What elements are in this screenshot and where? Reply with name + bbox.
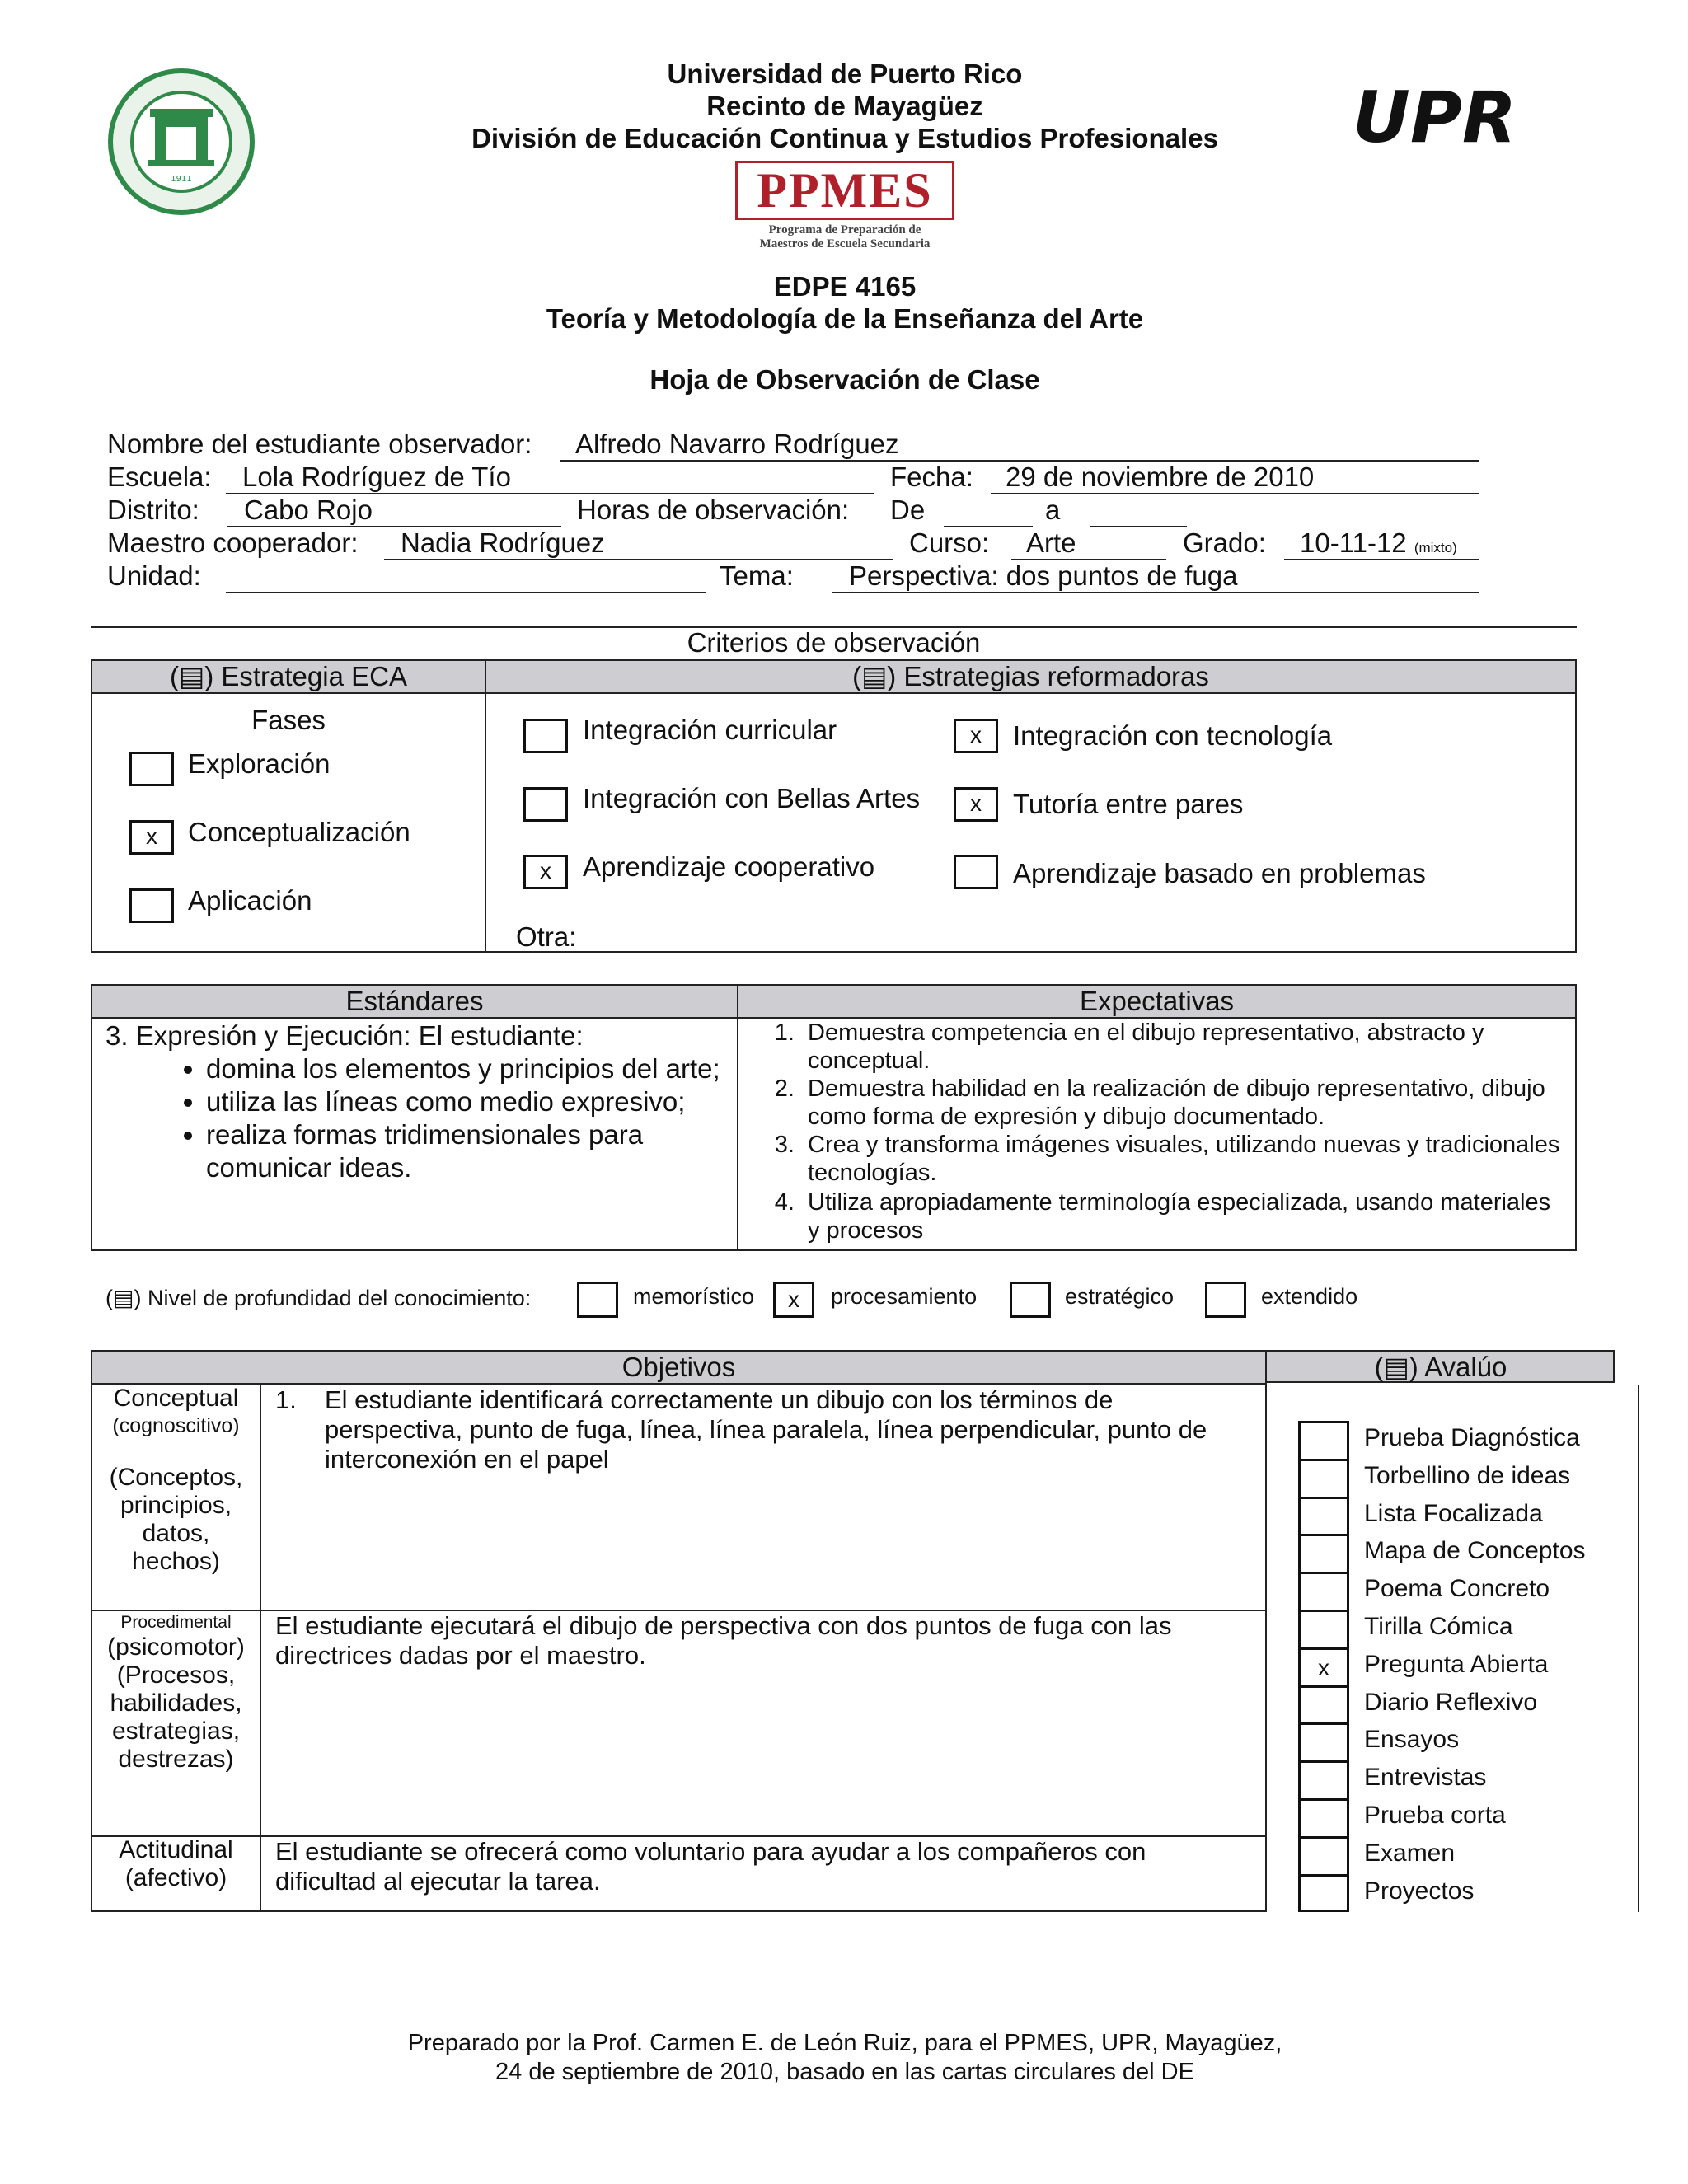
form-title: Hoja de Observación de Clase (649, 364, 1040, 395)
assessment-label: Mapa de Conceptos (1364, 1537, 1586, 1564)
phase-label-exploracion: Exploración (188, 748, 331, 779)
assessment-checkbox[interactable] (1298, 1685, 1349, 1723)
phase-checkbox-conceptualizacion[interactable]: x (129, 820, 174, 855)
reform-label-tecnologia: Integración con tecnología (1013, 720, 1333, 751)
date-label: Fecha: (890, 462, 973, 492)
grade-value[interactable] (1300, 527, 1457, 559)
footer (165, 2029, 1525, 2087)
assessment-label: Examen (1364, 1840, 1456, 1867)
assessment-label: Entrevistas (1364, 1764, 1487, 1791)
assessment-label: Tirilla Cómica (1364, 1613, 1513, 1640)
university-header (330, 58, 1360, 154)
hours-to-field[interactable] (1090, 526, 1187, 527)
grade-label: Grado: (1183, 527, 1266, 558)
attitudinal-label-block (92, 1836, 260, 1892)
phase-label-aplicacion: Aplicación (188, 885, 312, 916)
phase-checkbox-aplicacion[interactable] (129, 888, 174, 923)
observer-value[interactable]: Alfredo Navarro Rodríguez (575, 429, 899, 459)
ppmes-subtitle-1: Programa de Preparación de (768, 223, 921, 237)
assessment-checkbox[interactable] (1298, 1421, 1349, 1459)
assessment-checkbox[interactable] (1298, 1836, 1349, 1874)
assessment-header: (▤) Avalúo (1374, 1352, 1507, 1382)
teacher-label: Maestro cooperador: (107, 527, 359, 558)
seal-logo (107, 68, 256, 216)
unit-field[interactable] (226, 592, 706, 593)
conceptual-sub: (cognoscitivo) (112, 1414, 240, 1437)
svg-text:1911: 1911 (171, 175, 192, 184)
header-line-2: Recinto de Mayagüez (706, 91, 983, 121)
phase-checkbox-exploracion[interactable] (129, 752, 174, 786)
assessment-label: Poema Concreto (1364, 1575, 1550, 1602)
reform-checkbox-bellas-artes[interactable] (523, 787, 568, 822)
assessment-label: Pregunta Abierta (1364, 1651, 1549, 1678)
other-label: Otra: (516, 921, 577, 952)
criteria-title: Criterios de observación (687, 627, 981, 658)
conceptual-num: 1. (275, 1385, 297, 1414)
reform-checkbox-integracion-curricular[interactable] (523, 719, 568, 753)
hours-to-label: a (1045, 494, 1061, 525)
standard-item: • realiza formas tridimensionales para comunicar ideas. (206, 1118, 732, 1184)
assessment-checkbox[interactable] (1298, 1610, 1349, 1647)
assessment-label: Prueba corta (1364, 1802, 1506, 1829)
phases-label: Fases (251, 705, 326, 735)
ppmes-subtitle-2: Maestros de Escuela Secundaria (759, 237, 931, 251)
grade-value-text: 10-11-12 (1300, 527, 1407, 558)
assessment-label: Torbellino de ideas (1364, 1462, 1571, 1489)
assessment-label: Proyectos (1364, 1877, 1475, 1905)
footer-line-2: 24 de septiembre de 2010, basado en las cartas circulares del DE (495, 2059, 1194, 2085)
date-value[interactable]: 29 de noviembre de 2010 (1006, 462, 1315, 492)
assessment-checkbox[interactable] (1298, 1760, 1349, 1798)
assessment-checkbox[interactable] (1298, 1497, 1349, 1535)
upr-logo-text: UPR (1353, 77, 1517, 159)
reform-checkbox-tutoria[interactable]: x (954, 787, 998, 822)
hours-from-label: De (890, 494, 926, 525)
course-code: EDPE 4165 (773, 271, 917, 302)
reform-label-tutoria: Tutoría entre pares (1013, 789, 1244, 819)
conceptual-label: Conceptual (113, 1385, 239, 1412)
hours-label: Horas de observación: (577, 494, 850, 525)
phase-label-conceptualizacion: Conceptualización (188, 817, 410, 847)
reform-label-bellas-artes: Integración con Bellas Artes (583, 783, 921, 813)
assessment-label: Prueba Diagnóstica (1364, 1424, 1580, 1451)
course-title: Teoría y Metodología de la Enseñanza del Arte (546, 303, 1144, 334)
depth-label-extendido: extendido (1261, 1284, 1358, 1309)
assessment-checkbox[interactable]: x (1298, 1647, 1349, 1685)
district-value[interactable]: Cabo Rojo (244, 494, 373, 525)
procedural-desc: (Procesos, habilidades, estrategias, destrezas) (110, 1661, 242, 1773)
conceptual-label-block (92, 1385, 260, 1576)
ppmes-logo (725, 161, 964, 255)
assessment-checkbox[interactable] (1298, 1459, 1349, 1497)
assessment-checkbox[interactable] (1298, 1798, 1349, 1836)
course-value[interactable]: Arte (1026, 527, 1076, 558)
observer-label: Nombre del estudiante observador: (107, 429, 532, 459)
footer-line-1: Preparado por la Prof. Carmen E. de León Ruiz, para el PPMES, UPR, Mayagüez, (407, 2030, 1282, 2056)
upr-logo (1348, 66, 1517, 159)
reform-label-aprendizaje-cooperativo: Aprendizaje cooperativo (583, 851, 875, 882)
attitudinal-objective: El estudiante se ofrecerá como voluntario para ayudar a los compañeros con dificultad al ejecutar la tarea. (275, 1837, 1146, 1896)
assessment-checkbox[interactable] (1298, 1534, 1349, 1572)
depth-label: (▤) Nivel de profundidad del conocimiento: (106, 1286, 532, 1310)
assessment-checkbox[interactable] (1298, 1874, 1349, 1912)
assessment-label: Diario Reflexivo (1364, 1689, 1538, 1716)
attitudinal-sub: (afectivo) (124, 1864, 227, 1891)
depth-checkbox-procesamiento[interactable]: x (773, 1282, 814, 1318)
assessment-checkbox[interactable] (1298, 1722, 1349, 1760)
course-label: Curso: (909, 527, 990, 558)
depth-checkbox-memoristico[interactable] (577, 1282, 618, 1318)
school-value[interactable]: Lola Rodríguez de Tío (242, 462, 511, 492)
assessment-checkbox[interactable] (1298, 1572, 1349, 1610)
expectations-content (742, 1019, 1566, 1244)
procedural-objective: El estudiante ejecutará el dibujo de perspectiva con dos puntos de fuga con las directrices dadas por el maestro. (275, 1611, 1172, 1670)
topic-value[interactable]: Perspectiva: dos puntos de fuga (849, 560, 1238, 591)
procedural-label: Procedimental (120, 1613, 232, 1632)
standard-item: • domina los elementos y principios del arte; (206, 1052, 732, 1085)
unit-label: Unidad: (107, 560, 201, 591)
procedural-label-block (92, 1612, 260, 1774)
conceptual-desc: (Conceptos, principios, datos, hechos) (109, 1464, 243, 1575)
expectation-item: 4. Utiliza apropiadamente terminología especializada, usando materiales y procesos (801, 1188, 1566, 1244)
reform-checkbox-problemas[interactable] (954, 855, 998, 889)
assessment-label: Ensayos (1364, 1726, 1460, 1753)
expectation-item: 1. Demuestra competencia en el dibujo representativo, abstracto y conceptual. (801, 1019, 1566, 1075)
attitudinal-label: Actitudinal (119, 1836, 233, 1863)
conceptual-objective: El estudiante identificará correctamente un dibujo con los términos de perspectiva, punto de fuga, línea, línea paralela, línea perpendicular, punto de interconexión en el papel (325, 1385, 1207, 1474)
reform-header: (▤) Estrategias reformadoras (852, 661, 1209, 691)
reform-label-integracion-curricular: Integración curricular (583, 715, 837, 745)
depth-label-procesamiento: procesamiento (831, 1284, 978, 1309)
eca-header: (▤) Estrategia ECA (170, 661, 407, 691)
expectation-item: 3. Crea y transforma imágenes visuales, utilizando nuevas y tradicionales tecnologías. (801, 1131, 1566, 1187)
topic-label: Tema: (720, 560, 794, 591)
depth-checkbox-estrategico[interactable] (1010, 1282, 1051, 1318)
reform-label-problemas: Aprendizaje basado en problemas (1013, 858, 1426, 888)
reform-checkbox-aprendizaje-cooperativo[interactable]: x (523, 855, 568, 889)
teacher-value[interactable]: Nadia Rodríguez (401, 527, 605, 558)
district-label: Distrito: (107, 494, 199, 525)
depth-label-memoristico: memorístico (633, 1284, 755, 1309)
reform-checkbox-tecnologia[interactable]: x (954, 719, 998, 753)
depth-checkbox-extendido[interactable] (1205, 1282, 1246, 1318)
procedural-sub: (psicomotor) (107, 1633, 245, 1661)
ppmes-logo-text: PPMES (757, 163, 933, 218)
school-label: Escuela: (107, 462, 212, 492)
expectations-header: Expectativas (1079, 986, 1235, 1016)
header-line-3: División de Educación Continua y Estudios Profesionales (471, 123, 1218, 153)
standards-content (106, 1019, 732, 1184)
expectation-item: 2. Demuestra habilidad en la realización de dibujo representativo, dibujo como forma de expresión y dibujo documentado. (801, 1075, 1566, 1131)
course-block (330, 270, 1360, 335)
grade-note: (mixto) (1414, 540, 1457, 555)
standard-item: • utiliza las líneas como medio expresivo; (206, 1085, 732, 1118)
depth-label-estrategico: estratégico (1065, 1284, 1175, 1309)
standards-intro: 3. Expresión y Ejecución: El estudiante: (106, 1020, 584, 1051)
header-line-1: Universidad de Puerto Rico (667, 59, 1023, 89)
objectives-header: Objetivos (621, 1352, 736, 1382)
standards-header: Estándares (345, 986, 484, 1016)
assessment-label: Lista Focalizada (1364, 1500, 1543, 1527)
